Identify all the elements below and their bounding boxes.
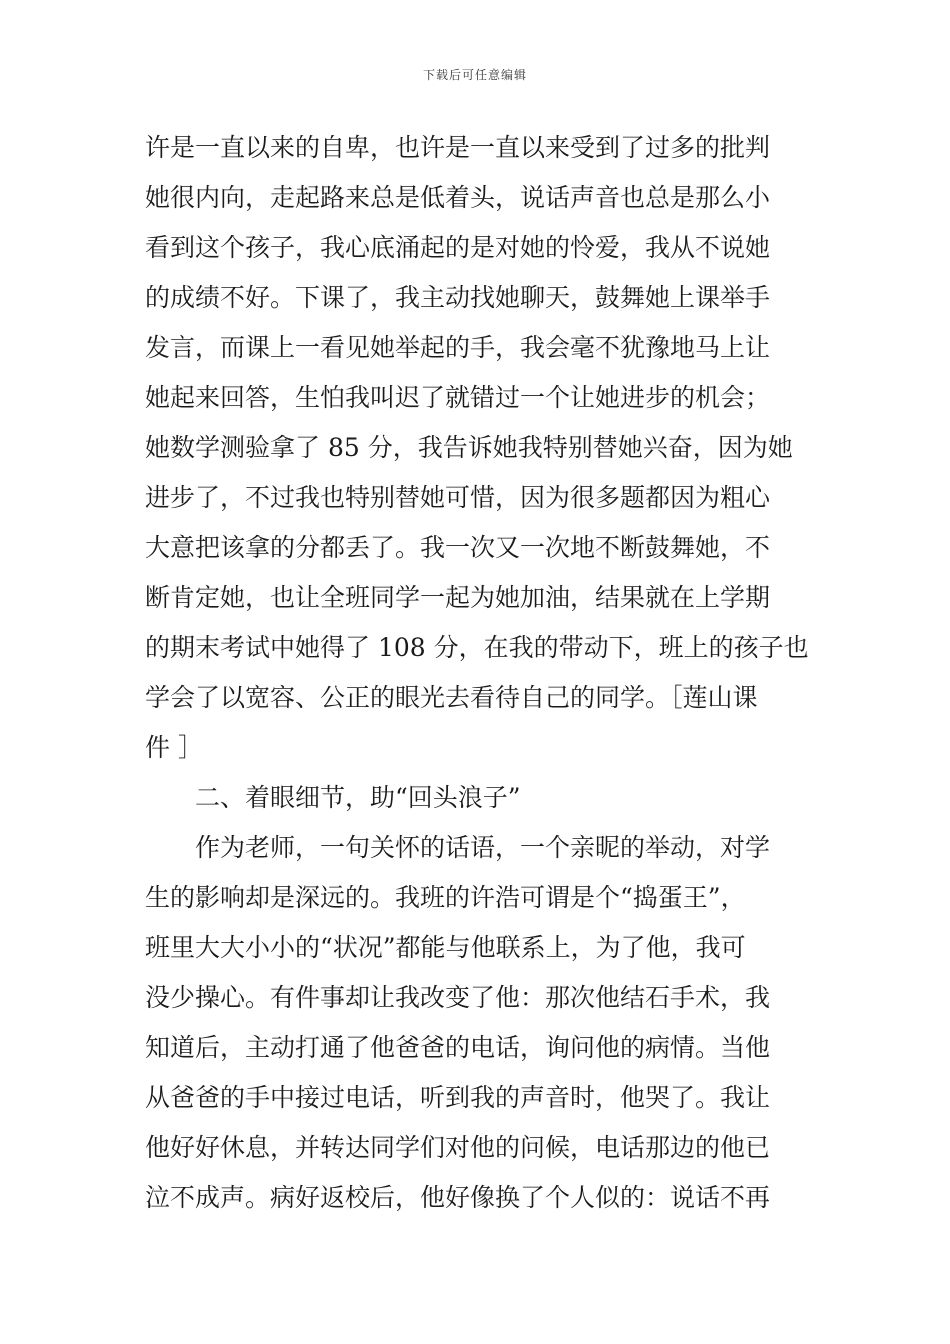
body-line: 她很内向，走起路来总是低着头，说话声音也总是那么小 [145,183,771,212]
body-line: 泣不成声。病好返校后，他好像换了个人似的：说话不再 [145,1183,771,1212]
page-header: 下载后可任意编辑 [422,68,527,82]
body-line: 件 ］ [145,733,203,762]
body-line: 她数学测验拿了 85 分，我告诉她我特别替她兴奋，因为她 [145,433,793,462]
body-line: 班里大大小小的“状况”都能与他联系上，为了他，我可 [145,933,746,962]
body-line: 发言，而课上一看见她举起的手，我会毫不犹豫地马上让 [145,333,771,362]
body-line: 知道后，主动打通了他爸爸的电话，询问他的病情。当他 [145,1033,771,1062]
body-line: 断肯定她，也让全班同学一起为她加油，结果就在上学期 [145,583,771,612]
body-line: 从爸爸的手中接过电话，听到我的声音时，他哭了。我让 [145,1083,771,1112]
body-line: 他好好休息，并转达同学们对他的问候，电话那边的他已 [145,1133,771,1162]
body-line: 的期末考试中她得了 108 分，在我的带动下，班上的孩子也 [145,633,809,662]
body-line: 进步了，不过我也特别替她可惜，因为很多题都因为粗心 [145,483,771,512]
body-line: 许是一直以来的自卑，也许是一直以来受到了过多的批判 [145,133,771,162]
body-line: 大意把该拿的分都丢了。我一次又一次地不断鼓舞她，不 [145,533,771,562]
body-line: 的成绩不好。下课了，我主动找她聊天，鼓舞她上课举手 [145,283,771,312]
body-line: 她起来回答，生怕我叫迟了就错过一个让她进步的机会； [145,383,771,412]
section-heading: 二、着眼细节，助“回头浪子” [195,783,521,812]
body-line: 生的影响却是深远的。我班的许浩可谓是个“捣蛋王”， [145,883,746,912]
body-line: 看到这个孩子，我心底涌起的是对她的怜爱，我从不说她 [145,233,771,262]
body-line: 作为老师，一句关怀的话语，一个亲昵的举动，对学 [195,833,771,862]
body-line: 学会了以宽容、公正的眼光去看待自己的同学。［莲山课 [145,683,758,712]
body-line: 没少操心。有件事却让我改变了他：那次他结石手术，我 [145,983,771,1012]
